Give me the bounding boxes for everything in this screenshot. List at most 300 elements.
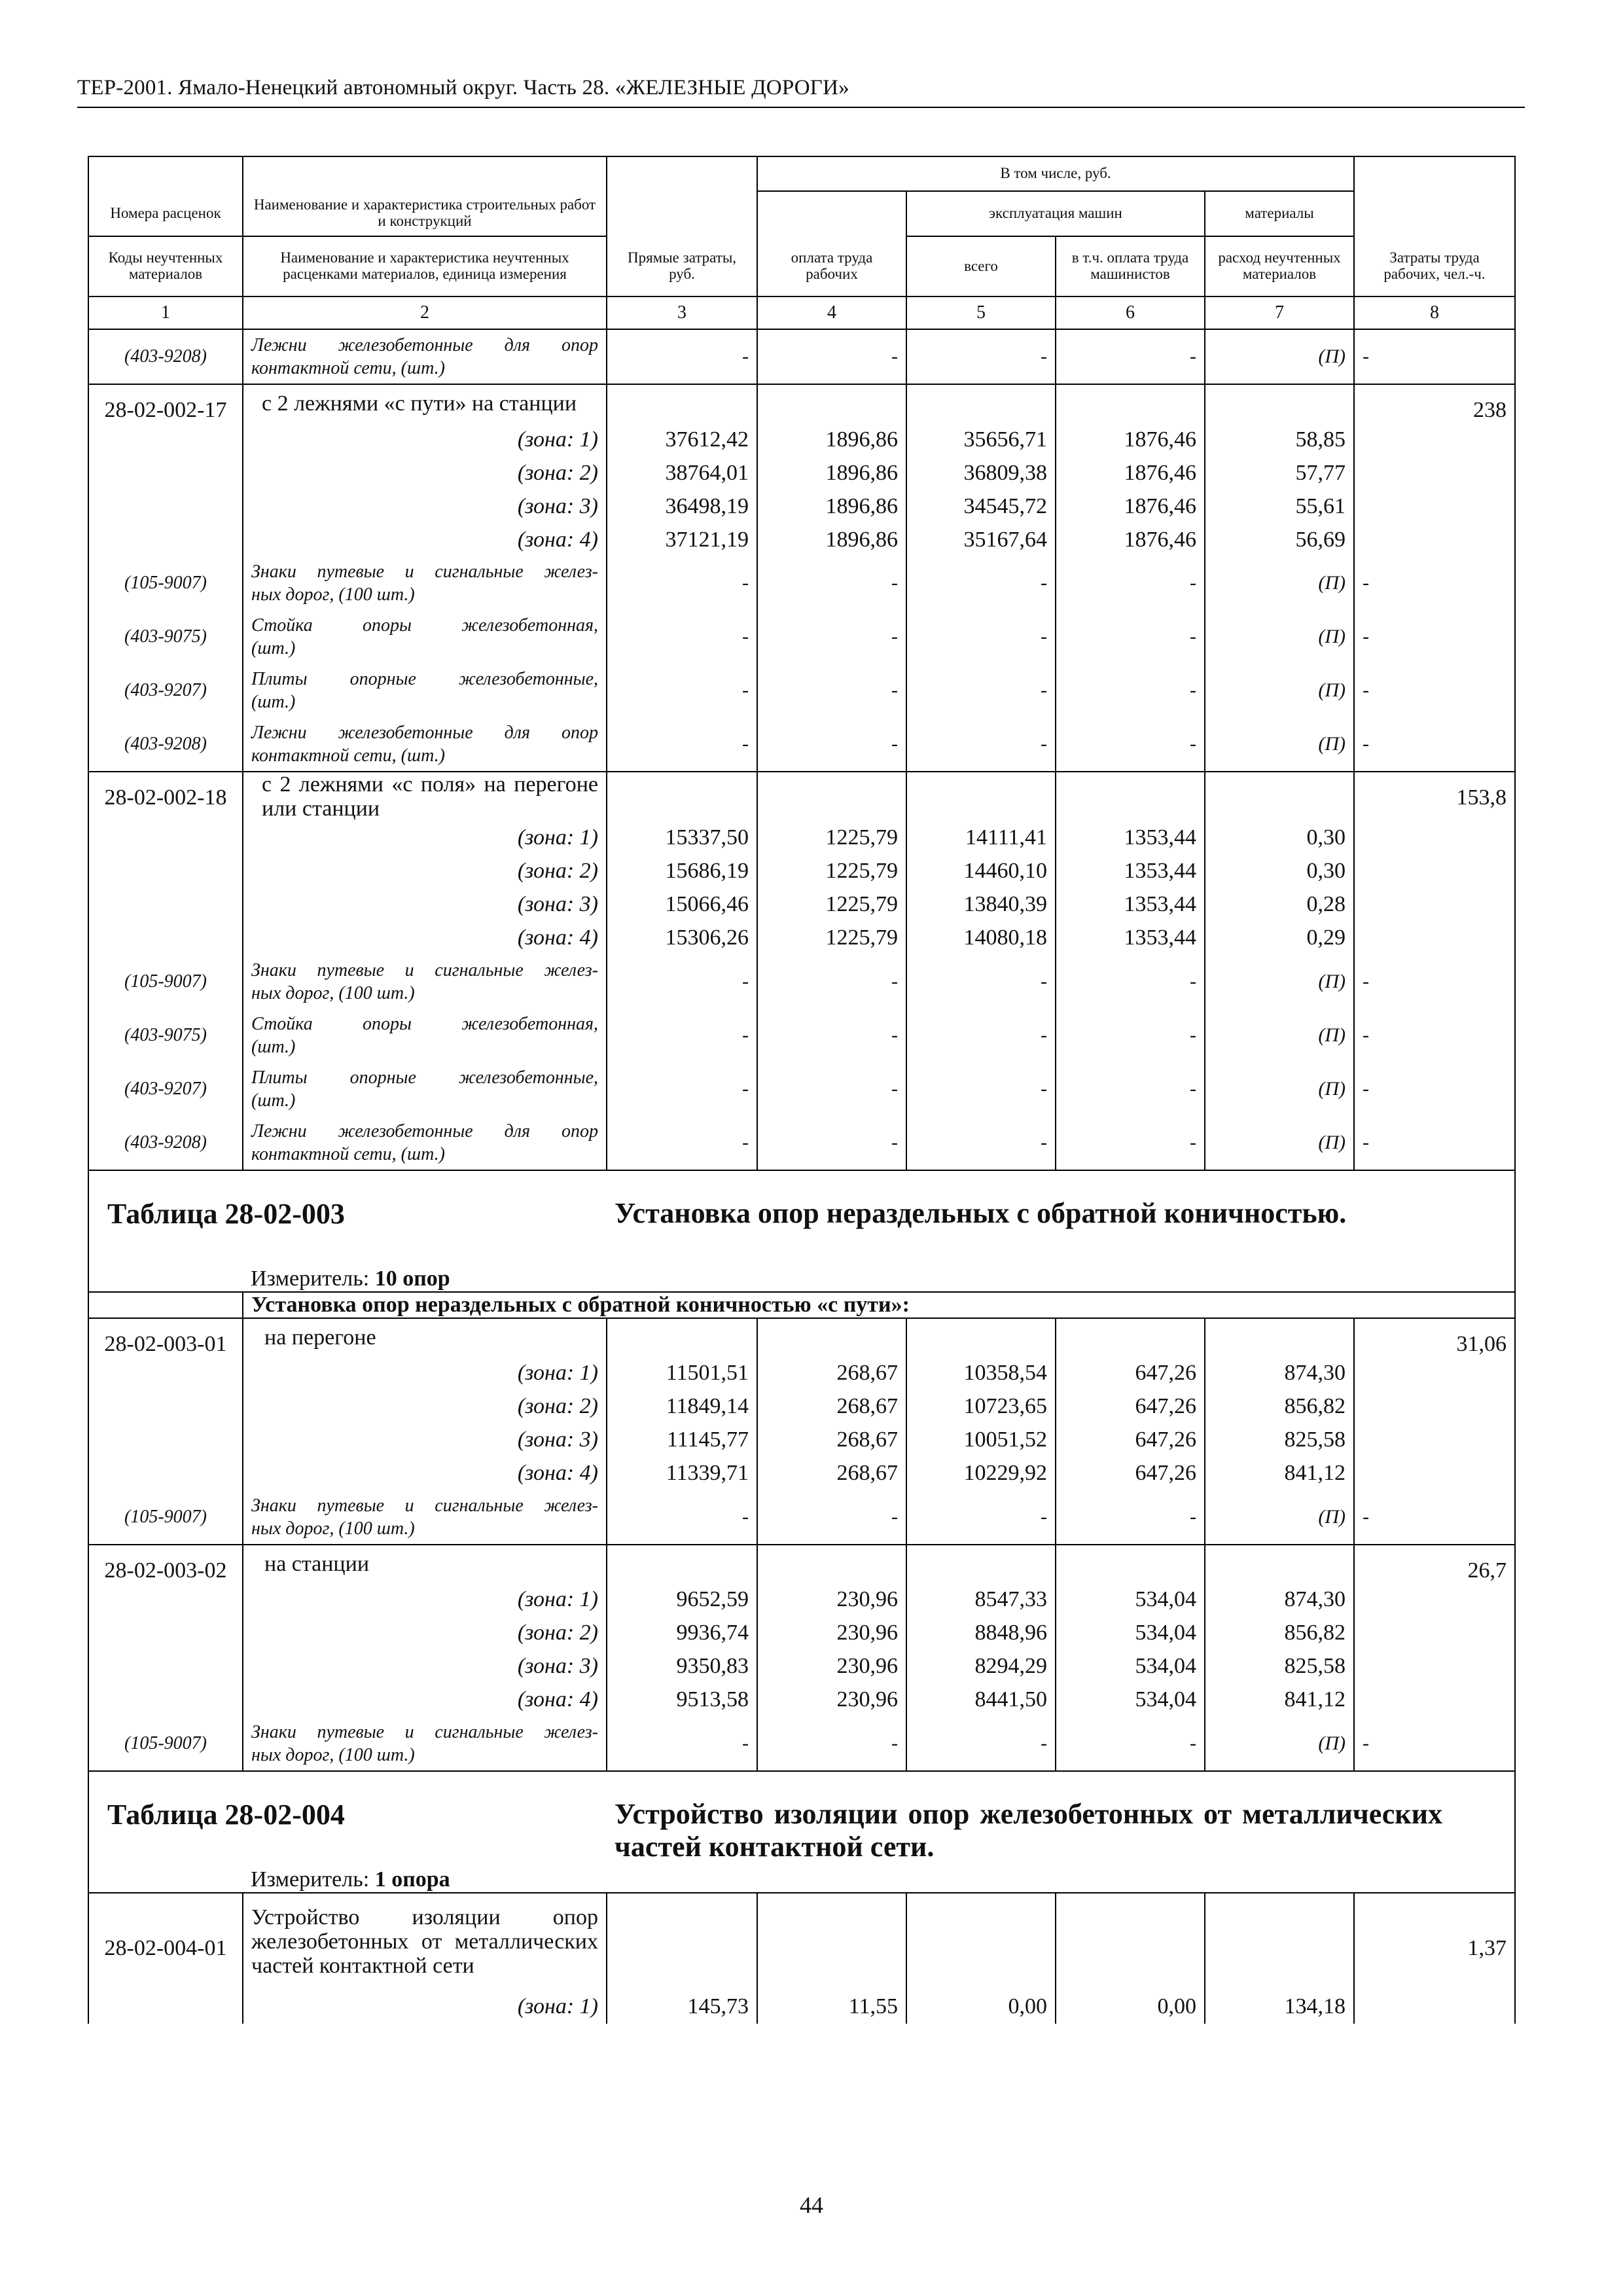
- material-name-line-1: Знаки путевые и сигнальные желез-: [251, 960, 598, 980]
- dash: -: [1354, 1062, 1515, 1116]
- measure-row: [88, 1266, 1515, 1292]
- dash: -: [906, 664, 1056, 717]
- dash: -: [607, 1062, 757, 1116]
- empty: [88, 490, 243, 523]
- dash: -: [906, 1116, 1056, 1170]
- empty: [1354, 1357, 1515, 1390]
- machines-total: 0,00: [906, 1990, 1056, 2024]
- direct-cost: 38764,01: [607, 456, 757, 490]
- dash: -: [1056, 329, 1205, 384]
- empty: [1205, 384, 1354, 423]
- wages: 268,67: [757, 1357, 906, 1390]
- rate-name: на перегоне: [243, 1318, 607, 1357]
- material-name-line-1: Знаки путевые и сигнальные желез-: [251, 1721, 598, 1742]
- dash: -: [1354, 1116, 1515, 1170]
- dash: -: [1056, 664, 1205, 717]
- header-labour: Затраты труда рабочих, чел.-ч.: [1354, 236, 1515, 296]
- wages: 1225,79: [757, 922, 906, 955]
- dash: -: [906, 1490, 1056, 1545]
- dash: -: [757, 329, 906, 384]
- material-p-mark: (П): [1205, 1116, 1354, 1170]
- dash: -: [1056, 610, 1205, 664]
- material-code: (105-9007): [88, 556, 243, 610]
- machines-total: 8441,50: [906, 1683, 1056, 1717]
- wages: 1896,86: [757, 523, 906, 556]
- material-row: [88, 1116, 1515, 1170]
- empty: [1354, 1683, 1515, 1717]
- wages: 268,67: [757, 1390, 906, 1424]
- empty: [1354, 490, 1515, 523]
- dash: -: [1354, 1490, 1515, 1545]
- header-row-1: [88, 156, 1515, 191]
- empty: [88, 821, 243, 855]
- material-code: (403-9207): [88, 1062, 243, 1116]
- dash: -: [607, 610, 757, 664]
- header-col1-top: Номера расценок: [88, 191, 243, 236]
- zone-row: [88, 1583, 1515, 1617]
- operators-wages: 647,26: [1056, 1390, 1205, 1424]
- zone-label: (зона: 4): [243, 523, 607, 556]
- material-name-line-1: Стойка опоры железобетонная,: [251, 615, 598, 636]
- rate-code: 28-02-002-17: [88, 384, 243, 423]
- empty: [1056, 772, 1205, 821]
- machines-total: 13840,39: [906, 888, 1056, 922]
- empty: [88, 1990, 243, 2024]
- zone-row: [88, 1457, 1515, 1490]
- wages: 1896,86: [757, 490, 906, 523]
- material-name-line-2: ных дорог, (100 шт.): [251, 982, 415, 1003]
- zone-row: [88, 1650, 1515, 1683]
- dash: -: [906, 329, 1056, 384]
- material-code: (403-9208): [88, 717, 243, 772]
- empty: [906, 1545, 1056, 1583]
- zone-label: (зона: 1): [243, 1583, 607, 1617]
- empty: [1205, 1893, 1354, 1990]
- machines-total: 34545,72: [906, 490, 1056, 523]
- empty: [88, 456, 243, 490]
- operators-wages: 534,04: [1056, 1650, 1205, 1683]
- material-name: [243, 329, 607, 384]
- material-row: [88, 329, 1515, 384]
- header-col2-top: Наименование и характеристика строительных работ и конструкций: [243, 191, 607, 236]
- measure-value: 10 опор: [374, 1266, 450, 1291]
- zone-row: [88, 888, 1515, 922]
- empty: [1354, 1457, 1515, 1490]
- material-name: [243, 1717, 607, 1771]
- empty: [1354, 456, 1515, 490]
- zone-label: (зона: 2): [243, 855, 607, 888]
- operators-wages: 0,00: [1056, 1990, 1205, 2024]
- empty: [906, 1318, 1056, 1357]
- wages: 1896,86: [757, 423, 906, 456]
- zone-label: (зона: 2): [243, 1617, 607, 1650]
- zone-row: [88, 1390, 1515, 1424]
- operators-wages: 1353,44: [1056, 922, 1205, 955]
- rate-name: с 2 лежнями «с пути» на станции: [243, 384, 607, 423]
- material-code: (403-9075): [88, 610, 243, 664]
- zone-row: [88, 1990, 1515, 2024]
- direct-cost: 15306,26: [607, 922, 757, 955]
- material-name-line-2: контактной сети, (шт.): [251, 1143, 446, 1164]
- materials: 825,58: [1205, 1650, 1354, 1683]
- material-name-line-1: Плиты опорные железобетонные,: [251, 1067, 598, 1088]
- header-total: всего: [906, 236, 1056, 296]
- material-name-line-2: контактной сети, (шт.): [251, 745, 446, 766]
- rate-name: с 2 лежнями «с поля» на перегоне или станции: [243, 772, 607, 821]
- dash: -: [1354, 610, 1515, 664]
- operators-wages: 647,26: [1056, 1457, 1205, 1490]
- direct-cost: 36498,19: [607, 490, 757, 523]
- dash: -: [607, 1717, 757, 1771]
- machines-total: 10051,52: [906, 1424, 1056, 1457]
- machines-total: 8294,29: [906, 1650, 1056, 1683]
- material-name: [243, 955, 607, 1009]
- machines-total: 10723,65: [906, 1390, 1056, 1424]
- zone-label: (зона: 3): [243, 1650, 607, 1683]
- dash: -: [607, 1009, 757, 1062]
- labour-cost: 31,06: [1354, 1318, 1515, 1357]
- direct-cost: 15066,46: [607, 888, 757, 922]
- operators-wages: 647,26: [1056, 1424, 1205, 1457]
- operators-wages: 1353,44: [1056, 855, 1205, 888]
- machines-total: 35656,71: [906, 423, 1056, 456]
- dash: -: [1056, 1490, 1205, 1545]
- dash: -: [1056, 1116, 1205, 1170]
- empty: [607, 384, 757, 423]
- dash: -: [757, 610, 906, 664]
- table-description: Установка опор нераздельных с обратной коничностью.: [607, 1170, 1515, 1266]
- wages: 230,96: [757, 1683, 906, 1717]
- item-row: [88, 1545, 1515, 1583]
- materials: 58,85: [1205, 423, 1354, 456]
- operators-wages: 647,26: [1056, 1357, 1205, 1390]
- measure-row: [88, 1867, 1515, 1893]
- materials: 55,61: [1205, 490, 1354, 523]
- zone-row: [88, 821, 1515, 855]
- empty: [88, 423, 243, 456]
- page-number: 44: [800, 2192, 823, 2218]
- material-name: [243, 1009, 607, 1062]
- empty: [757, 1545, 906, 1583]
- empty: [1354, 1583, 1515, 1617]
- dash: -: [906, 955, 1056, 1009]
- empty: [88, 888, 243, 922]
- empty: [1354, 888, 1515, 922]
- zone-row: [88, 456, 1515, 490]
- empty: [906, 772, 1056, 821]
- empty: [88, 922, 243, 955]
- zone-label: (зона: 4): [243, 1683, 607, 1717]
- materials: 874,30: [1205, 1357, 1354, 1390]
- zone-label: (зона: 1): [243, 1357, 607, 1390]
- column-numbers-row: [88, 296, 1515, 329]
- running-head: ТЕР-2001. Ямало-Ненецкий автономный округ. Часть 28. «ЖЕЛЕЗНЫЕ ДОРОГИ»: [77, 76, 1525, 108]
- material-name-line-1: Лежни железобетонные для опор: [251, 1121, 598, 1141]
- empty: [88, 855, 243, 888]
- empty: [1354, 855, 1515, 888]
- empty: [88, 1390, 243, 1424]
- zone-row: [88, 423, 1515, 456]
- wages: 268,67: [757, 1457, 906, 1490]
- operators-wages: 1876,46: [1056, 423, 1205, 456]
- measure: [243, 1867, 1515, 1893]
- col-num-2: 2: [243, 296, 607, 329]
- material-name: [243, 556, 607, 610]
- empty: [1205, 772, 1354, 821]
- empty: [1056, 1318, 1205, 1357]
- measure-value: 1 опора: [374, 1867, 450, 1892]
- machines-total: 10358,54: [906, 1357, 1056, 1390]
- operators-wages: 534,04: [1056, 1583, 1205, 1617]
- labour-cost: 238: [1354, 384, 1515, 423]
- rates-table-body: [88, 156, 1515, 2024]
- dash: -: [1056, 1009, 1205, 1062]
- direct-cost: 9936,74: [607, 1617, 757, 1650]
- dash: -: [757, 556, 906, 610]
- table-description: Устройство изоляции опор железобетонных от металлических частей контактной сети.: [607, 1771, 1515, 1867]
- material-code: (105-9007): [88, 1490, 243, 1545]
- empty: [1354, 523, 1515, 556]
- table-label: Таблица 28-02-003: [88, 1170, 607, 1266]
- wages: 1225,79: [757, 888, 906, 922]
- materials: 856,82: [1205, 1390, 1354, 1424]
- material-name-line-1: Плиты опорные железобетонные,: [251, 669, 598, 689]
- dash: -: [607, 1490, 757, 1545]
- machines-total: 14111,41: [906, 821, 1056, 855]
- material-name-line-2: (шт.): [251, 692, 296, 712]
- direct-cost: 145,73: [607, 1990, 757, 2024]
- rate-code: 28-02-004-01: [88, 1893, 243, 1990]
- material-name-line-2: (шт.): [251, 1036, 296, 1057]
- col-num-8: 8: [1354, 296, 1515, 329]
- dash: -: [757, 1009, 906, 1062]
- zone-label: (зона: 4): [243, 1457, 607, 1490]
- materials: 0,30: [1205, 855, 1354, 888]
- dash: -: [1354, 1717, 1515, 1771]
- empty: [757, 384, 906, 423]
- material-name-line-2: (шт.): [251, 638, 296, 658]
- header-wages: оплата труда рабочих: [757, 236, 906, 296]
- wages: 230,96: [757, 1583, 906, 1617]
- empty: [88, 1424, 243, 1457]
- empty: [607, 1318, 757, 1357]
- dash: -: [757, 955, 906, 1009]
- material-p-mark: (П): [1205, 610, 1354, 664]
- empty: [1354, 821, 1515, 855]
- materials: 841,12: [1205, 1457, 1354, 1490]
- wages: 230,96: [757, 1617, 906, 1650]
- material-code: (403-9208): [88, 329, 243, 384]
- empty: [88, 523, 243, 556]
- material-name-line-2: ных дорог, (100 шт.): [251, 1744, 415, 1765]
- zone-row: [88, 1617, 1515, 1650]
- zone-label: (зона: 3): [243, 1424, 607, 1457]
- zone-row: [88, 1424, 1515, 1457]
- wages: 1896,86: [757, 456, 906, 490]
- material-row: [88, 1009, 1515, 1062]
- header-incl: В том числе, руб.: [757, 156, 1354, 191]
- dash: -: [1056, 556, 1205, 610]
- table-title-row: [88, 1771, 1515, 1867]
- zone-label: (зона: 3): [243, 888, 607, 922]
- direct-cost: 11849,14: [607, 1390, 757, 1424]
- materials: 825,58: [1205, 1424, 1354, 1457]
- material-name: [243, 664, 607, 717]
- wages: 230,96: [757, 1650, 906, 1683]
- rates-table: [88, 156, 1516, 2024]
- rate-name: на станции: [243, 1545, 607, 1583]
- direct-cost: 11501,51: [607, 1357, 757, 1390]
- direct-cost: 15337,50: [607, 821, 757, 855]
- operators-wages: 534,04: [1056, 1683, 1205, 1717]
- material-code: (403-9207): [88, 664, 243, 717]
- zone-label: (зона: 1): [243, 1990, 607, 2024]
- material-name: [243, 717, 607, 772]
- header-incl-operators: в т.ч. оплата труда машинистов: [1056, 236, 1205, 296]
- empty: [88, 1867, 243, 1893]
- table-label: Таблица 28-02-004: [88, 1771, 607, 1867]
- material-p-mark: (П): [1205, 556, 1354, 610]
- header-row-2: [88, 191, 1515, 236]
- dash: -: [757, 1116, 906, 1170]
- zone-row: [88, 1357, 1515, 1390]
- dash: -: [1354, 329, 1515, 384]
- dash: -: [1354, 1009, 1515, 1062]
- operators-wages: 1353,44: [1056, 821, 1205, 855]
- direct-cost: 9513,58: [607, 1683, 757, 1717]
- material-p-mark: (П): [1205, 1009, 1354, 1062]
- material-name: [243, 610, 607, 664]
- header-materials: материалы: [1205, 191, 1354, 236]
- item-row: [88, 772, 1515, 821]
- machines-total: 8848,96: [906, 1617, 1056, 1650]
- dash: -: [1354, 955, 1515, 1009]
- dash: -: [1354, 664, 1515, 717]
- empty: [1354, 1424, 1515, 1457]
- direct-cost: 37612,42: [607, 423, 757, 456]
- material-name-line-2: ных дорог, (100 шт.): [251, 584, 415, 605]
- rate-code: 28-02-003-01: [88, 1318, 243, 1357]
- col-num-1: 1: [88, 296, 243, 329]
- empty: [1354, 423, 1515, 456]
- dash: -: [757, 1717, 906, 1771]
- operators-wages: 1876,46: [1056, 523, 1205, 556]
- material-p-mark: (П): [1205, 955, 1354, 1009]
- operators-wages: 534,04: [1056, 1617, 1205, 1650]
- empty: [607, 772, 757, 821]
- operators-wages: 1353,44: [1056, 888, 1205, 922]
- material-code: (105-9007): [88, 955, 243, 1009]
- material-code: (403-9075): [88, 1009, 243, 1062]
- wages: 11,55: [757, 1990, 906, 2024]
- rate-code: 28-02-002-18: [88, 772, 243, 821]
- dash: -: [1056, 1717, 1205, 1771]
- zone-row: [88, 490, 1515, 523]
- col-num-5: 5: [906, 296, 1056, 329]
- dash: -: [607, 664, 757, 717]
- table-title-row: [88, 1170, 1515, 1266]
- empty: [1205, 1545, 1354, 1583]
- machines-total: 36809,38: [906, 456, 1056, 490]
- material-p-mark: (П): [1205, 1062, 1354, 1116]
- measure: [243, 1266, 1515, 1292]
- materials: 134,18: [1205, 1990, 1354, 2024]
- item-row: [88, 1318, 1515, 1357]
- empty: [607, 1893, 757, 1990]
- dash: -: [607, 1116, 757, 1170]
- header-machines: эксплуатация машин: [906, 191, 1205, 236]
- operators-wages: 1876,46: [1056, 456, 1205, 490]
- material-name-line-2: ных дорог, (100 шт.): [251, 1518, 415, 1539]
- zone-label: (зона: 2): [243, 456, 607, 490]
- group-heading: Установка опор нераздельных с обратной коничностью «с пути»:: [243, 1292, 1515, 1318]
- dash: -: [1056, 717, 1205, 772]
- zone-label: (зона: 1): [243, 821, 607, 855]
- material-row: [88, 955, 1515, 1009]
- header-direct: Прямые затраты, руб.: [607, 236, 757, 296]
- dash: -: [757, 1490, 906, 1545]
- empty: [607, 1545, 757, 1583]
- rate-name: Устройство изоляции опор железобетонных от металлических частей контактной сети: [243, 1893, 607, 1990]
- zone-row: [88, 855, 1515, 888]
- measure-label: Измеритель:: [251, 1867, 375, 1892]
- materials: 874,30: [1205, 1583, 1354, 1617]
- dash: -: [906, 556, 1056, 610]
- direct-cost: 15686,19: [607, 855, 757, 888]
- empty: [1205, 1318, 1354, 1357]
- material-name-line-1: Лежни железобетонные для опор: [251, 723, 598, 743]
- header-consumption: расход неучтенных материалов: [1205, 236, 1354, 296]
- material-p-mark: (П): [1205, 1490, 1354, 1545]
- zone-label: (зона: 3): [243, 490, 607, 523]
- zone-row: [88, 1683, 1515, 1717]
- material-name: [243, 1116, 607, 1170]
- empty: [1354, 1390, 1515, 1424]
- dash: -: [607, 329, 757, 384]
- operators-wages: 1876,46: [1056, 490, 1205, 523]
- empty: [88, 1457, 243, 1490]
- wages: 1225,79: [757, 821, 906, 855]
- dash: -: [1056, 955, 1205, 1009]
- empty: [906, 384, 1056, 423]
- header-col2-bottom: Наименование и характеристика неучтенных расценками материалов, единица измерения: [243, 236, 607, 296]
- material-row: [88, 1717, 1515, 1771]
- item-row: [88, 384, 1515, 423]
- group-heading-row: [88, 1292, 1515, 1318]
- direct-cost: 11145,77: [607, 1424, 757, 1457]
- material-row: [88, 556, 1515, 610]
- material-p-mark: (П): [1205, 1717, 1354, 1771]
- material-code: (105-9007): [88, 1717, 243, 1771]
- material-name-line-1: Знаки путевые и сигнальные желез-: [251, 1495, 598, 1516]
- materials: 57,77: [1205, 456, 1354, 490]
- empty: [1056, 1893, 1205, 1990]
- dash: -: [607, 556, 757, 610]
- item-row: [88, 1893, 1515, 1990]
- zone-row: [88, 523, 1515, 556]
- machines-total: 35167,64: [906, 523, 1056, 556]
- direct-cost: 37121,19: [607, 523, 757, 556]
- material-name-line-1: Знаки путевые и сигнальные желез-: [251, 562, 598, 582]
- empty: [88, 1683, 243, 1717]
- dash: -: [1056, 1062, 1205, 1116]
- machines-total: 14460,10: [906, 855, 1056, 888]
- dash: -: [607, 955, 757, 1009]
- col-num-6: 6: [1056, 296, 1205, 329]
- direct-cost: 9350,83: [607, 1650, 757, 1683]
- labour-cost: 26,7: [1354, 1545, 1515, 1583]
- header-col1-bottom: Коды неучтенных материалов: [88, 236, 243, 296]
